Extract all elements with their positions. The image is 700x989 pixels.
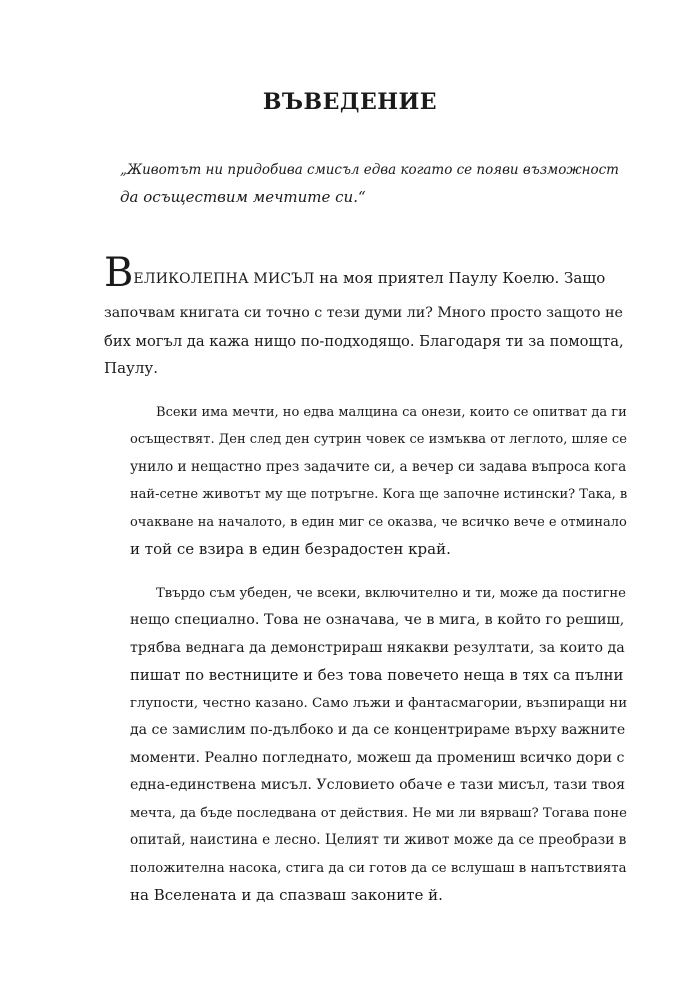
paragraph-line: бих могъл да кажа нищо по-подходящо. Благодаря ти за помощта, bbox=[104, 332, 624, 350]
paragraph-line: една-единствена мисъл. Условието обаче е тази мисъл, тази твоя bbox=[130, 777, 626, 793]
paragraph-line: положителна насока, стига да си готов да се вслушаш в напътствията bbox=[130, 860, 627, 876]
paragraph-line: трябва веднага да демонстрираш някакви резултати, за които да bbox=[130, 639, 625, 656]
paragraph-line: моменти. Реално погледнато, можеш да промениш всичко дори с bbox=[130, 749, 625, 766]
paragraph-line: Паулу. bbox=[104, 359, 158, 377]
paragraph-line: започвам книгата си точно с тези думи ли? Много просто защото не bbox=[104, 305, 623, 321]
paragraph-line: да се замислим по-дълбоко и да се концентрираме върху важните bbox=[130, 722, 626, 738]
small-caps-lead: ЕЛИКОЛЕПНА МИСЪЛ bbox=[133, 271, 315, 287]
paragraph-line: и той се взира в един безрадостен край. bbox=[130, 540, 451, 558]
paragraph-line: пишат по вестниците и без това повечето неща в тях са пълни bbox=[130, 667, 624, 684]
paragraph-line: Всеки има мечти, но едва малцина са онези, които се опитват да ги bbox=[156, 404, 627, 420]
paragraph-1 bbox=[104, 250, 624, 383]
paragraph-3 bbox=[104, 580, 628, 910]
paragraph-line: унило и нещастно през задачите си, а вечер си задава въпроса кога bbox=[130, 458, 627, 475]
epigraph bbox=[120, 157, 620, 211]
paragraph-line: осъществят. Ден след ден сутрин човек се измъква от леглото, шляе се bbox=[130, 432, 627, 447]
paragraph-first-line bbox=[104, 250, 624, 300]
paragraph-line: мечта, да бъде последвана от действия. Не ми ли вярваш? Тогава поне bbox=[130, 805, 627, 821]
paragraph-line: очакване на началото, в един миг се оказва, че всичко вече е отминало bbox=[130, 514, 627, 530]
drop-cap: В bbox=[104, 250, 134, 296]
paragraph-line: нещо специално. Това не означава, че в мига, в който го решиш, bbox=[130, 612, 625, 628]
paragraph-line: на Вселената и да спазваш законите й. bbox=[130, 886, 443, 904]
paragraph-2 bbox=[104, 399, 628, 564]
epigraph-line: „Животът ни придобива смисъл едва когато се появи възможност bbox=[120, 162, 619, 178]
epigraph-line: да осъществим мечтите си.“ bbox=[120, 188, 366, 206]
paragraph-line: най-сетне животът му ще потръгне. Кога ще започне истински? Така, в bbox=[130, 487, 628, 502]
paragraph-line: опитай, наистина е лесно. Целият ти живот може да се преобрази в bbox=[130, 832, 627, 848]
paragraph-line: Твърдо съм убеден, че всеки, включително и ти, може да постигне bbox=[156, 585, 626, 601]
paragraph-line: глупости, честно казано. Само лъжи и фантасмагории, възпиращи ни bbox=[130, 695, 628, 711]
first-line-rest: на моя приятел Паулу Коелю. Защо bbox=[314, 269, 606, 287]
chapter-title: ВЪВЕДЕНИЕ bbox=[262, 89, 438, 115]
body-text bbox=[104, 250, 628, 926]
